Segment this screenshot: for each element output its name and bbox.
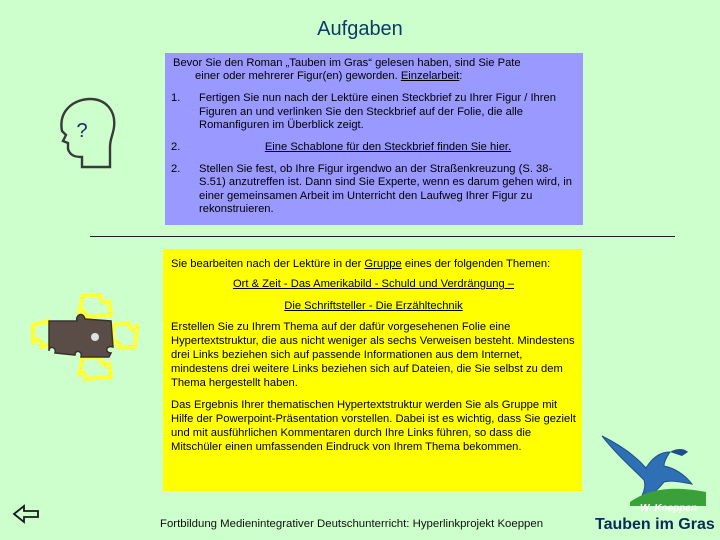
task-number: 2. xyxy=(171,141,181,154)
box2-intro xyxy=(171,257,576,271)
box1-intro-line2: einer oder mehrerer Figur(en) geworden. xyxy=(195,70,401,83)
box2-paragraph-1: Erstellen Sie zu Ihrem Thema auf der dafür vorgesehenen Folie eine Hypertextstruktur, die aus nicht weniger als sechs Verweisen besteht. Mindestens drei Links beziehen sich auf passende Informationen aus dem Internet, mindestens drei weitere Links beziehen sich auf Dateien, die Sie selbst zu dem Thema hergestellt haben. xyxy=(171,321,575,389)
template-link[interactable]: Eine Schablone für den Steckbrief finden Sie hier. xyxy=(264,141,512,154)
box1-intro xyxy=(171,57,577,83)
task-box-individual xyxy=(165,53,583,225)
footer-text: Fortbildung Medienintegrativer Deutschunterricht: Hyperlinkprojekt Koeppen xyxy=(160,518,544,530)
topics-link-line2[interactable]: Die Schriftsteller - Die Erzähltechnik xyxy=(284,300,463,312)
box2-intro-text: Sie bearbeiten nach der Lektüre in der xyxy=(171,258,365,270)
box2-paragraph-2: Das Ergebnis Ihrer thematischen Hypertextstruktur werden Sie als Gruppe mit Hilfe der Powerpoint-Präsentation vorstellen. Dabei ist es wichtig, dass Sie gezielt und mit ausführlichen Kommentaren durch Ihre Links führen, so dass die Mitschüler einen umfassenden Eindruck von Ihrem Thema bekommen. xyxy=(171,399,576,453)
divider xyxy=(90,236,675,237)
task-text: Fertigen Sie nun nach der Lektüre einen Steckbrief zu Ihrer Figur / Ihren Figuren an und verlinken Sie den Steckbrief auf der Folie, die alle Romanfiguren im Überblick zeigt. xyxy=(199,92,556,131)
page-title: Aufgaben xyxy=(317,18,403,40)
task-number: 1. xyxy=(171,92,181,105)
box1-intro-colon: : xyxy=(459,70,463,83)
eagle-logo-icon xyxy=(600,428,708,506)
question-mark: ? xyxy=(76,120,88,142)
task-item-3 xyxy=(171,163,577,216)
topics-link-line1[interactable]: Ort & Zeit - Das Amerikabild - Schuld und Verdrängung – xyxy=(232,278,515,290)
task-item-1 xyxy=(171,92,577,132)
gruppe-link[interactable]: Gruppe xyxy=(364,258,402,270)
task-number: 2. xyxy=(171,163,181,176)
head-question-icon xyxy=(52,97,116,171)
einzelarbeit-link[interactable]: Einzelarbeit xyxy=(400,70,460,83)
box2-intro-tail: eines der folgenden Themen: xyxy=(401,258,551,270)
puzzle-group-icon xyxy=(25,291,140,383)
task-item-2 xyxy=(171,141,577,154)
brand-author: W. Koeppen xyxy=(640,503,698,514)
brand-title: Tauben im Gras xyxy=(595,516,715,533)
back-arrow-icon[interactable] xyxy=(12,500,40,528)
task-box-group xyxy=(163,249,582,491)
task-text: Stellen Sie fest, ob Ihre Figur irgendwo an der Straßenkreuzung (S. 38-S.51) anzutreffen ist. Dann sind Sie Experte, wenn es darum gehen wird, in einer gemeinsamen Arbeit im Unterricht den Laufweg Ihrer Figur zu rekonstruieren. xyxy=(199,163,572,215)
box1-intro-line1: Bevor Sie den Roman „Tauben im Gras“ gelesen haben, sind Sie Pate xyxy=(173,57,521,69)
